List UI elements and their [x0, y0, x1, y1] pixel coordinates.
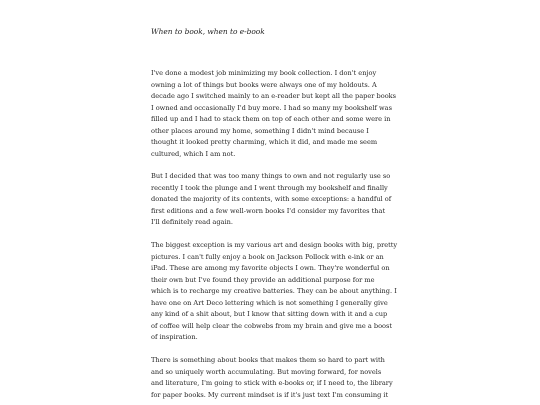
text-line: pictures. I can't fully enjoy a book on Jackson Pollock with e-ink or an [151, 252, 384, 261]
text-line: But I decided that was too many things to own and not regularly use so [151, 172, 391, 181]
text-line: other places around my home, something I didn't mind because I [151, 126, 369, 135]
text-line: thought it looked pretty charming, which it did, and made me seem [151, 138, 378, 146]
text-line: any kind of a shit about, but I know that sitting down with it and a cup [151, 310, 388, 319]
text-line: of coffee will help clear the cobwebs from my brain and give me a boost [151, 321, 393, 330]
article [151, 26, 398, 405]
paragraph [151, 171, 395, 229]
text-line: decade ago I switched mainly to an e-reader but kept all the paper books [151, 92, 397, 100]
text-line: which is to recharge my creative batteries. They can be about anything. I [151, 287, 397, 296]
text-line: for paper books. My current mindset is if it's just text I'm consuming it [151, 390, 389, 399]
text-line: I owned and occasionally I'd buy more. I had so many my bookshelf was [151, 103, 392, 112]
text-line: and literature, I'm going to stick with e-books or, if I need to, the library [151, 379, 393, 388]
paragraph [151, 240, 398, 344]
text-line: filled up and I had to stack them on top of each other and some were in [151, 115, 391, 123]
paragraph [151, 68, 395, 160]
text-line: I'll definitely read again. [151, 218, 233, 227]
text-line: cultured, which I am not. [151, 149, 236, 158]
article-title: When to book, when to e-book [151, 27, 265, 36]
text-line: have one on Art Deco lettering which is not something I generally give [151, 298, 388, 307]
paragraph [151, 355, 395, 401]
text-line: owning a lot of things but books were always one of my holdouts. A [151, 80, 377, 89]
text-line: of inspiration. [151, 333, 198, 342]
text-line: There is something about books that makes them so hard to part with [151, 356, 385, 365]
text-line: and so uniquely worth accumulating. But moving forward, for novels [151, 367, 382, 376]
text-line: iPad. These are among my favorite objects I own. They're wonderful on [151, 264, 390, 273]
article-body [151, 68, 398, 401]
text-line: The biggest exception is my various art and design books with big, pretty [151, 241, 398, 250]
text-line: recently I took the plunge and I went through my bookshelf and finally [151, 183, 388, 192]
text-line: first editions and a few well-worn books I'd consider my favorites that [151, 206, 386, 215]
text-line: their own but I've found they provide an additional purpose for me [151, 275, 375, 284]
text-line: donated the majority of its contents, with some exceptions: a handful of [151, 195, 392, 204]
text-line: I've done a modest job minimizing my book collection. I don't enjoy [151, 69, 377, 77]
